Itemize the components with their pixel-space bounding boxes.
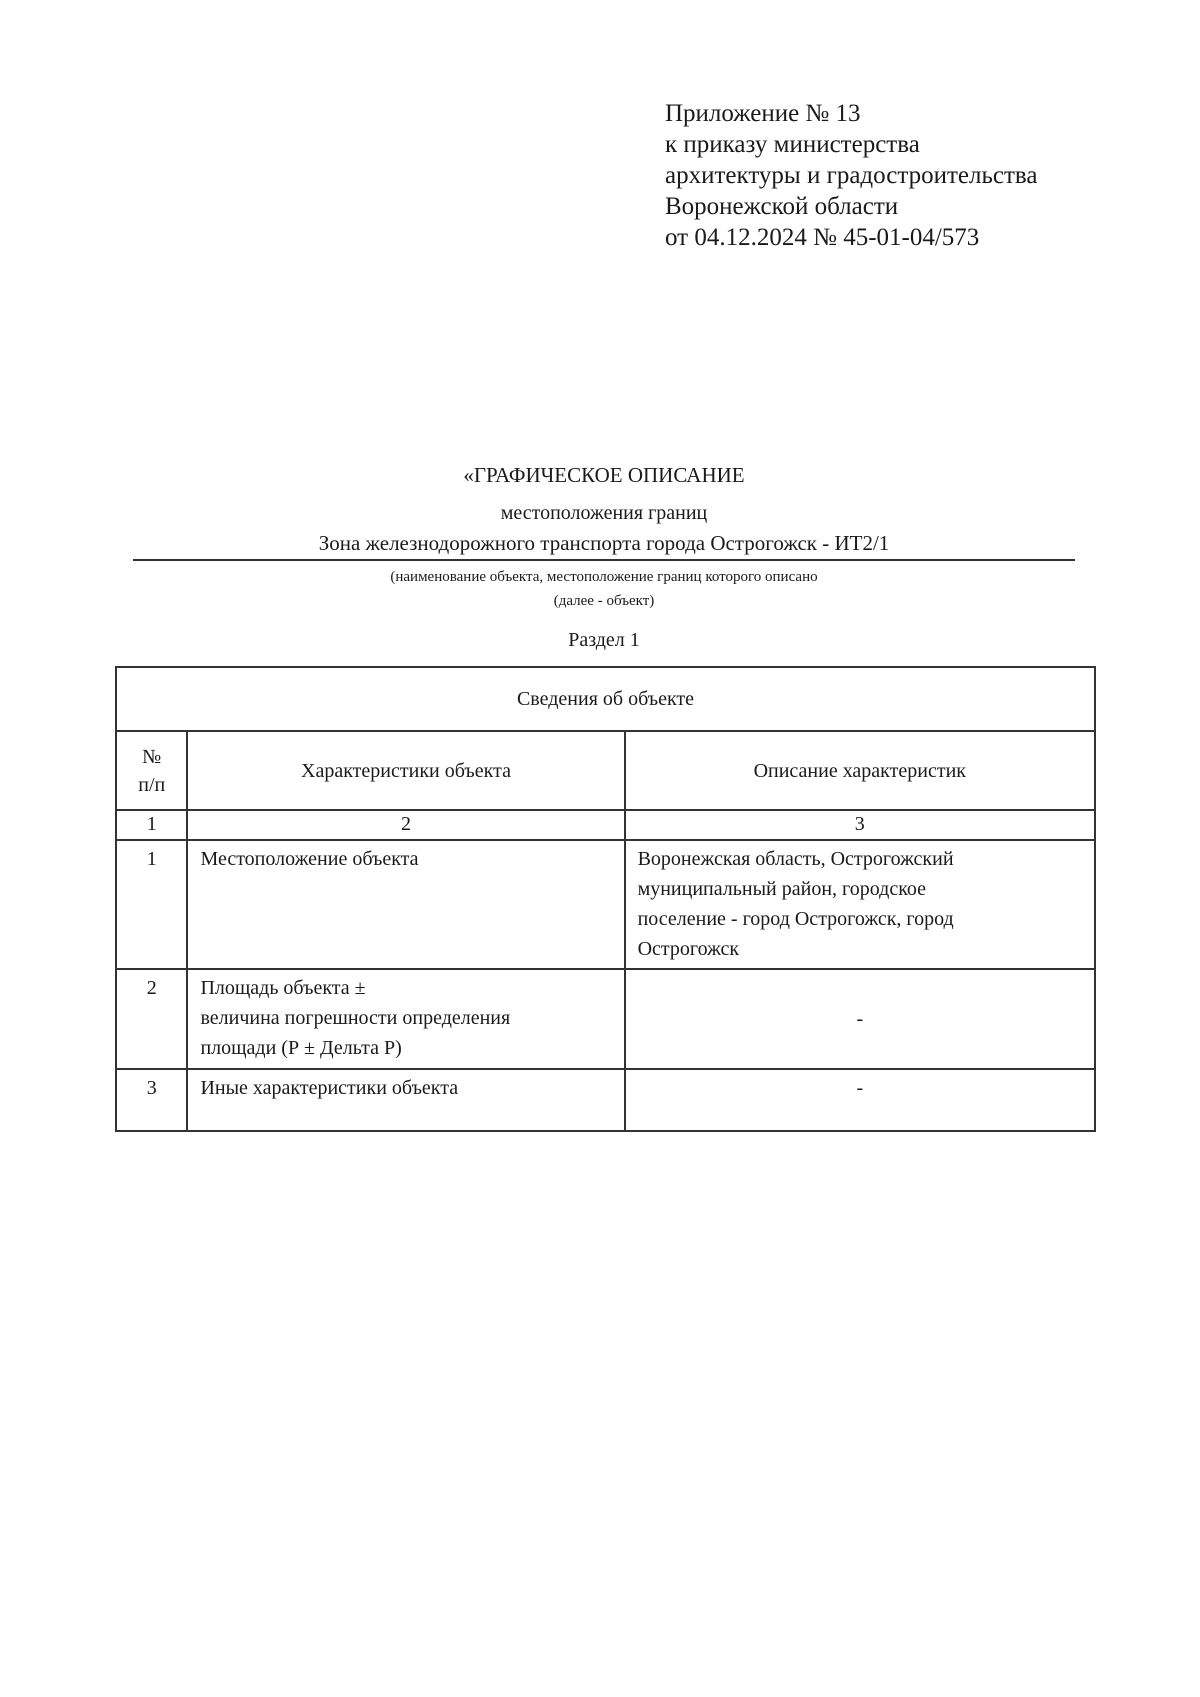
object-name-caption [133,565,1075,613]
row-number: 2 [116,969,187,1069]
table-caption-row [116,667,1095,731]
row-description: - [625,969,1095,1069]
object-name: Зона железнодорожного транспорта города Острогожск - ИТ2/1 [318,531,890,555]
object-name-underline [133,559,1075,561]
column-index: 1 [116,810,187,840]
appendix-line: архитектуры и градостроительства [665,162,1038,189]
row-description [625,840,1095,969]
appendix-line: к приказу министерства [665,131,920,158]
description-line: Воронежская область, Острогожский [637,848,954,870]
table-caption: Сведения об объекте [116,667,1095,731]
caption-line: (наименование объекта, местоположение границ которого описано [390,569,818,585]
row-characteristic [187,840,624,969]
description-line: муниципальный район, городское [637,878,927,900]
characteristic-line: Иные характеристики объекта [200,1077,459,1099]
column-header-characteristics: Характеристики объекта [187,731,624,810]
caption-line: (далее - объект) [553,593,655,609]
table-row [116,1069,1095,1131]
characteristic-line: площади (Р ± Дельта Р) [200,1037,402,1059]
appendix-line: Приложение № 13 [665,100,861,127]
section-label: Раздел 1 [568,629,640,651]
column-header-number-line2: п/п [138,773,166,796]
column-header-number-line1: № [142,745,162,768]
description-line: Острогожск [637,938,740,960]
column-index-row [116,810,1095,840]
table-row [116,840,1095,969]
row-characteristic [187,1069,624,1131]
table-row [116,969,1095,1069]
object-info-table [115,666,1096,1132]
characteristic-line: величина погрешности определения [200,1007,511,1029]
description-line: поселение - город Острогожск, город [637,908,954,930]
appendix-header [665,98,1037,253]
row-number: 3 [116,1069,187,1131]
document-title: «ГРАФИЧЕСКОЕ ОПИСАНИЕ [463,463,745,487]
column-header-description: Описание характеристик [625,731,1095,810]
column-index: 3 [625,810,1095,840]
table-header-row [116,731,1095,810]
characteristic-line: Местоположение объекта [200,848,419,870]
row-characteristic [187,969,624,1069]
row-description: - [625,1069,1095,1131]
row-number: 1 [116,840,187,969]
appendix-line: от 04.12.2024 № 45-01-04/573 [665,224,980,251]
characteristic-line: Площадь объекта ± [200,977,366,999]
column-index: 2 [187,810,624,840]
column-header-number [116,731,187,810]
appendix-line: Воронежской области [665,193,899,220]
document-subtitle: местоположения границ [500,502,708,524]
